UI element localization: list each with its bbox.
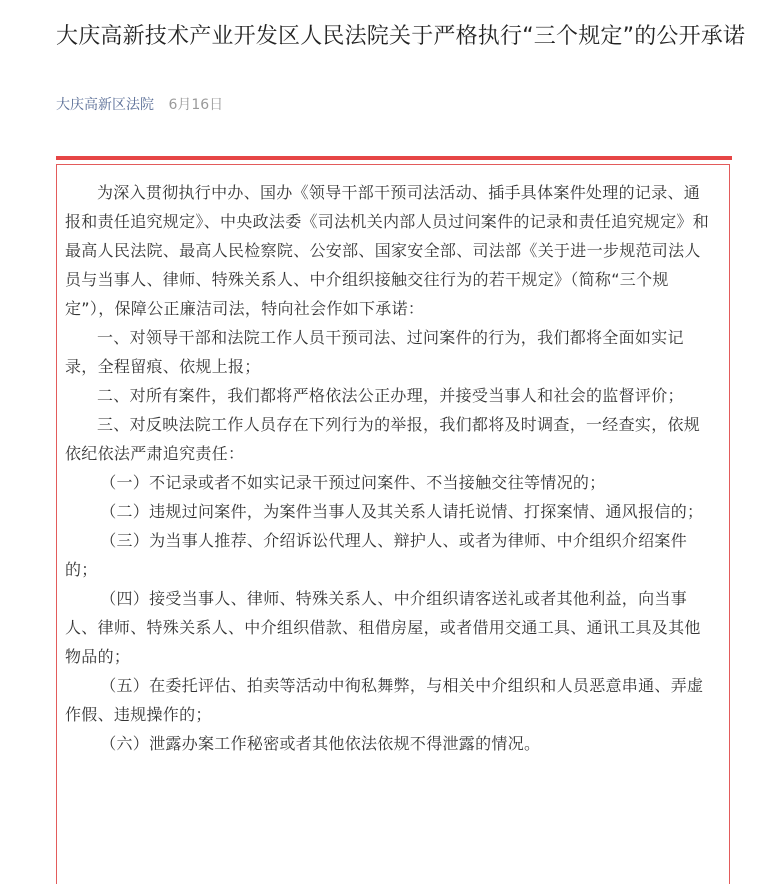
commitment-2: 二、对所有案件，我们都将严格依法公正办理，并接受当事人和社会的监督评价； [97, 386, 684, 405]
account-name-link[interactable]: 大庆高新区法院 [56, 97, 154, 113]
commitment-3: 三、对反映法院工作人员存在下列行为的举报，我们都将及时调查，一经查实，依规依纪依法严肃追究责任： [65, 415, 701, 463]
list-item: （三）为当事人推荐、介绍诉讼代理人、辩护人、或者为律师、中介组织介绍案件的； [65, 531, 687, 579]
list-item: （六）泄露办案工作秘密或者其他依法依规不得泄露的情况。 [100, 734, 541, 753]
list-item: （五）在委托评估、拍卖等活动中徇私舞弊，与相关中介组织和人员恶意串通、弄虚作假、违规操作的； [65, 676, 704, 724]
decorative-red-bar [56, 156, 732, 160]
commitment-1: 一、对领导干部和法院工作人员干预司法、过问案件的行为，我们都将全面如实记录，全程留痕、依规上报； [65, 328, 684, 376]
article-meta [56, 96, 223, 114]
list-item: （四）接受当事人、律师、特殊关系人、中介组织请客送礼或者其他利益，向当事人、律师、特殊关系人、中介组织借款、租借房屋，或者借用交通工具、通讯工具及其他物品的； [65, 589, 701, 666]
list-item: （二）违规过问案件，为案件当事人及其关系人请托说情、打探案情、通风报信的； [100, 502, 704, 521]
article-body [65, 178, 715, 758]
list-item: （一）不记录或者不如实记录干预过问案件、不当接触交往等情况的； [100, 473, 606, 492]
article-title: 大庆高新技术产业开发区人民法院关于严格执行“三个规定”的公开承诺 [56, 24, 746, 49]
intro-paragraph: 为深入贯彻执行中办、国办《领导干部干预司法活动、插手具体案件处理的记录、通报和责任追究规定》、中央政法委《司法机关内部人员过问案件的记录和责任追究规定》和最高人民法院、最高人民检察院、公安部、国家安全部、司法部《关于进一步规范司法人员与当事人、律师、特殊关系人、中介组织接触交往行为的若干规定》（简称“三个规定”），保障公正廉洁司法，特向社会作如下承诺： [65, 183, 710, 318]
publish-date: 6月16日 [168, 97, 224, 113]
